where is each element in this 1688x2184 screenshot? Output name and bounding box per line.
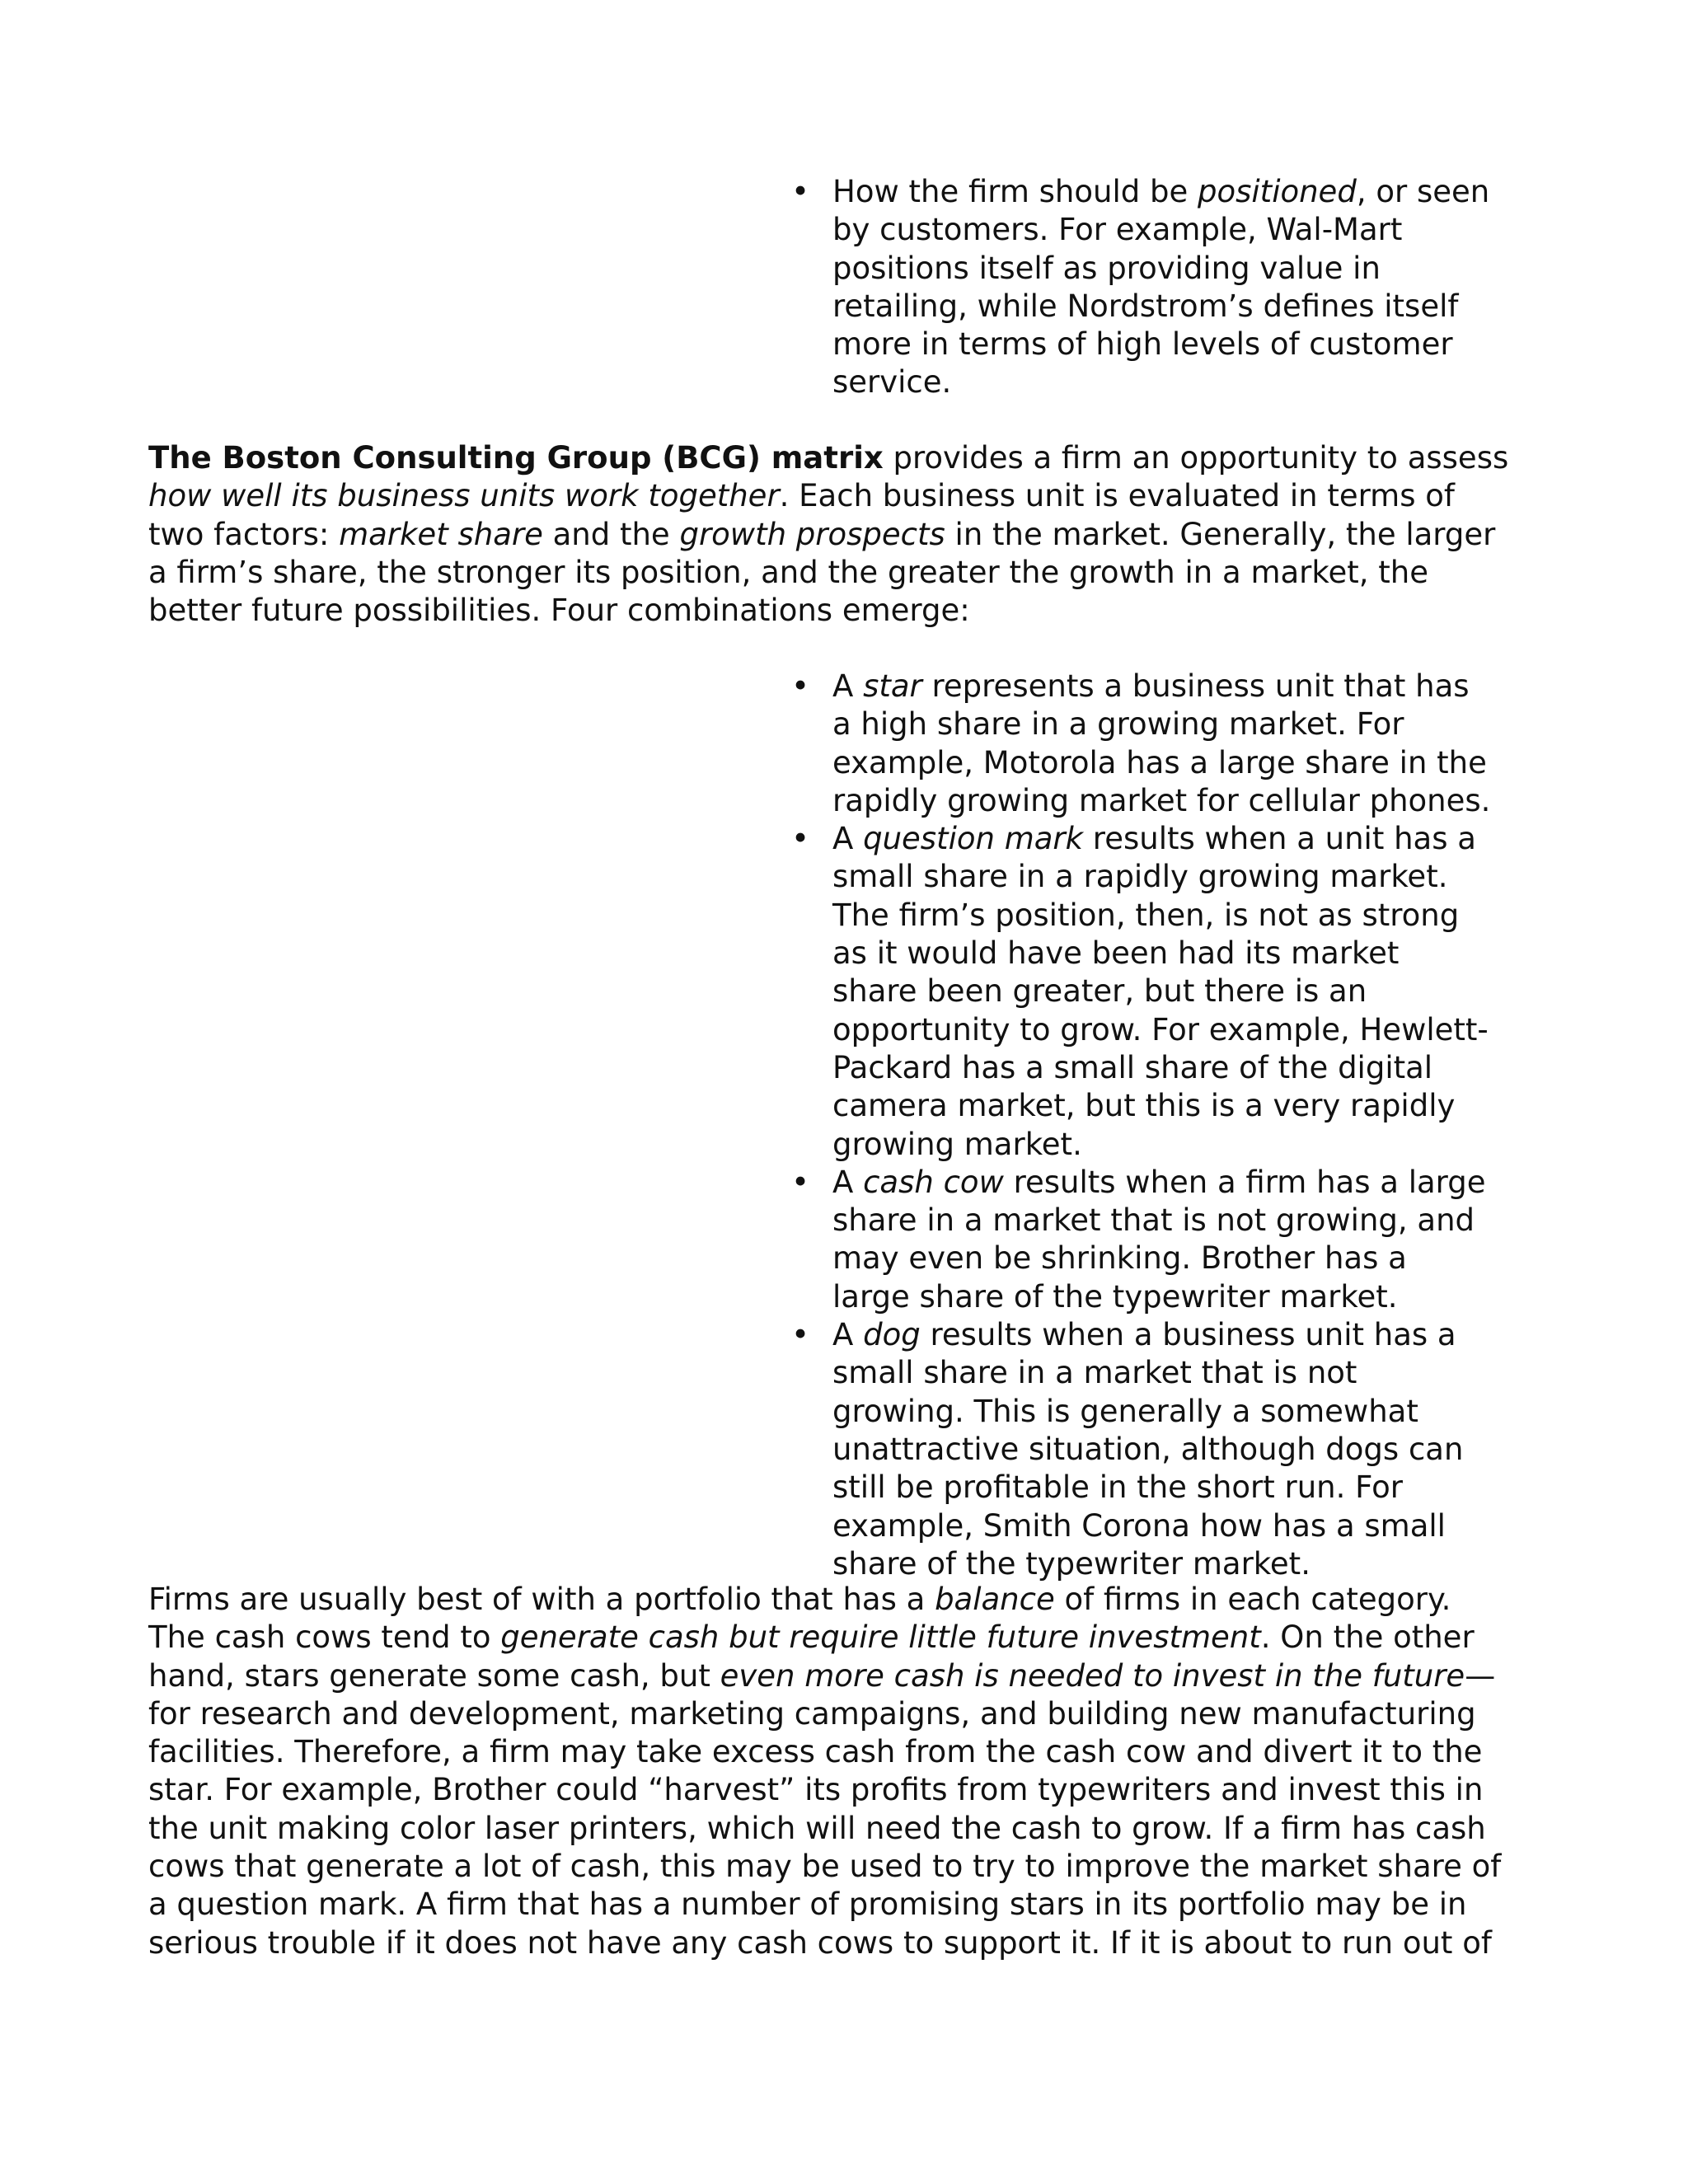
bcg-paragraph: The Boston Consulting Group (BCG) matrix provides a firm an opportunity to assess how well its business units work together. Each business unit is evaluated in terms of two factors: market share and the growth prospects in the market. Generally, the larger a firm’s share, the stronger its position, and the greater the growth in a market, the better future possibilities. Four combinations emerge: [148, 440, 1509, 629]
list-item-positioned: • How the firm should be positioned, or seen by customers. For example, Wal-Mart positions itself as providing value in retailing, while Nordstrom’s defines itself more in terms of high levels of customer service. [832, 173, 1492, 402]
bullet-icon: • [791, 668, 809, 704]
list-item-star: • A star represents a business unit that has a high share in a growing market. For example, Motorola has a large share in the rapidly growing market for cellular phones. [832, 668, 1492, 820]
bullet-icon: • [791, 1164, 809, 1200]
list-item-dog: • A dog results when a business unit has a small share in a market that is not growing. This is generally a somewhat unattractive situation, although dogs can still be profitable in the short run. For example, Smith Corona how has a small share of the typewriter market. [832, 1316, 1492, 1583]
bullet-icon: • [791, 821, 809, 857]
portfolio-paragraph: Firms are usually best of with a portfolio that has a balance of firms in each category. The cash cows tend to generate cash but require little future investment. On the other hand, stars generate some cash, but even more cash is needed to invest in the future—for research and development, marketing campaigns, and building new manufacturing facilities. Therefore, a firm may take excess cash from the cash cow and divert it to the star. For example, Brother could “harvest” its profits from typewriters and invest this in the unit making color laser printers, which will need the cash to grow. If a firm has cash cows that generate a lot of cash, this may be used to try to improve the market share of a question mark. A firm that has a number of promising stars in its portfolio may be in serious trouble if it does not have any cash cows to support it. If it is about to run out of [148, 1582, 1502, 1961]
bullet-icon: • [791, 174, 809, 209]
list-item-cash-cow: • A cash cow results when a firm has a large share in a market that is not growing, and may even be shrinking. Brother has a large share of the typewriter market. [832, 1164, 1492, 1316]
bullet-icon: • [791, 1317, 809, 1353]
bcg-heading: The Boston Consulting Group (BCG) matrix [148, 440, 884, 476]
list-item-question-mark: • A question mark results when a unit has a small share in a rapidly growing market. The firm’s position, then, is not as strong as it would have been had its market share been greater, but there is an opportunity to grow. For example, Hewlett-Packard has a small share of the digital camera market, but this is a very rapidly growing market. [832, 820, 1492, 1164]
positioning-list [0, 173, 1492, 402]
bcg-categories-list [0, 668, 1492, 1583]
